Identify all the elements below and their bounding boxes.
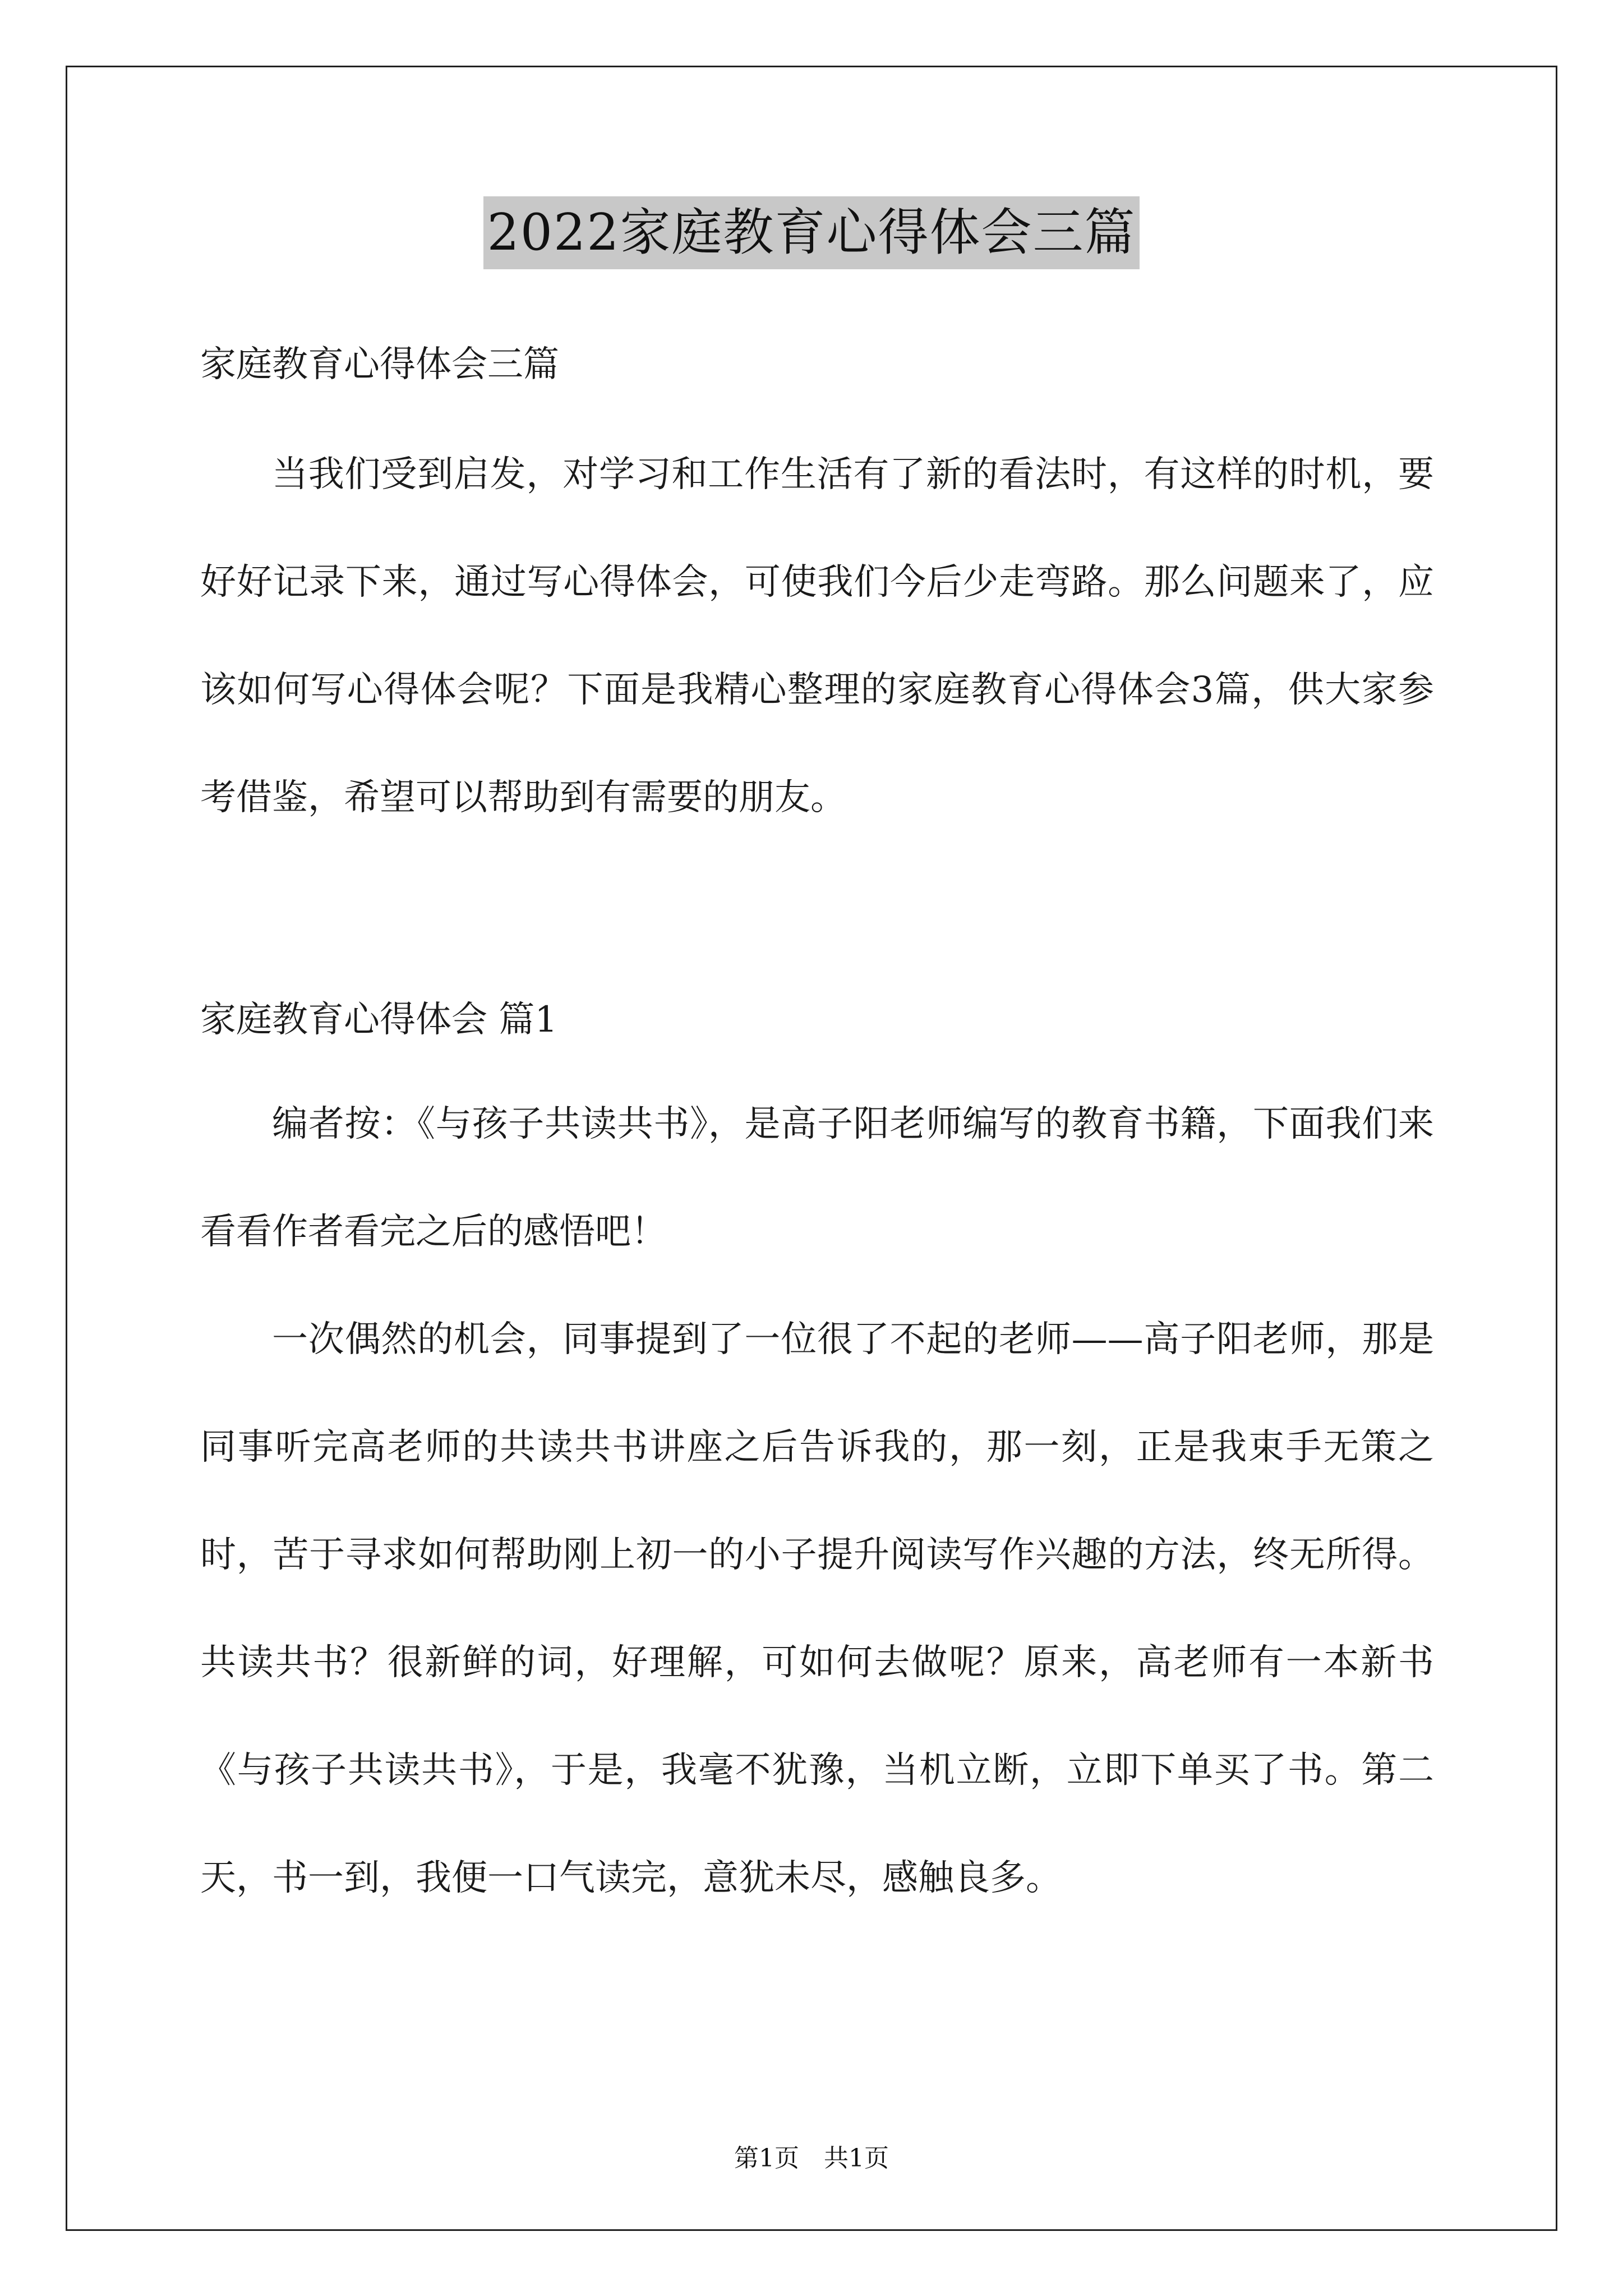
section-heading: 家庭教育心得体会 篇1 — [200, 999, 558, 1041]
page-footer: 第1页 共1页 — [734, 2144, 889, 2173]
spacer — [200, 415, 1434, 421]
body-paragraph-2: 一次偶然的机会，同事提到了一位很了不起的老师——高子阳老师，那是同事听完高老师的共读共书讲座之后告诉我的，那一刻，正是我束手无策之时，苦于寻求如何帮助刚上初一的小子提升阅读写作兴趣的方法，终无所得。共读共书？很新鲜的词，好理解，可如何去做呢？原来，高老师有一本新书《与孩子共读共书》，于是，我毫不犹豫，当机立断，立即下单买了书。第二天，书一到，我便一口气读完，意犹未尽，感触良多。 — [200, 1319, 1434, 1899]
document-subtitle: 家庭教育心得体会三篇 — [200, 344, 559, 385]
title-container — [0, 196, 1623, 269]
document-title: 2022家庭教育心得体会三篇 — [483, 196, 1139, 269]
intro-paragraph: 当我们受到启发，对学习和工作生活有了新的看法时，有这样的时机，要好好记录下来，通过写心得体会，可使我们今后少走弯路。那么问题来了，应该如何写心得体会呢？下面是我精心整理的家庭教育心得体会3篇，供大家参考借鉴，希望可以帮助到有需要的朋友。 — [200, 454, 1434, 818]
document-body — [200, 314, 1434, 1932]
body-paragraph-1: 编者按：《与孩子共读共书》，是高子阳老师编写的教育书籍，下面我们来看看作者看完之后的感悟吧！ — [200, 1103, 1434, 1253]
